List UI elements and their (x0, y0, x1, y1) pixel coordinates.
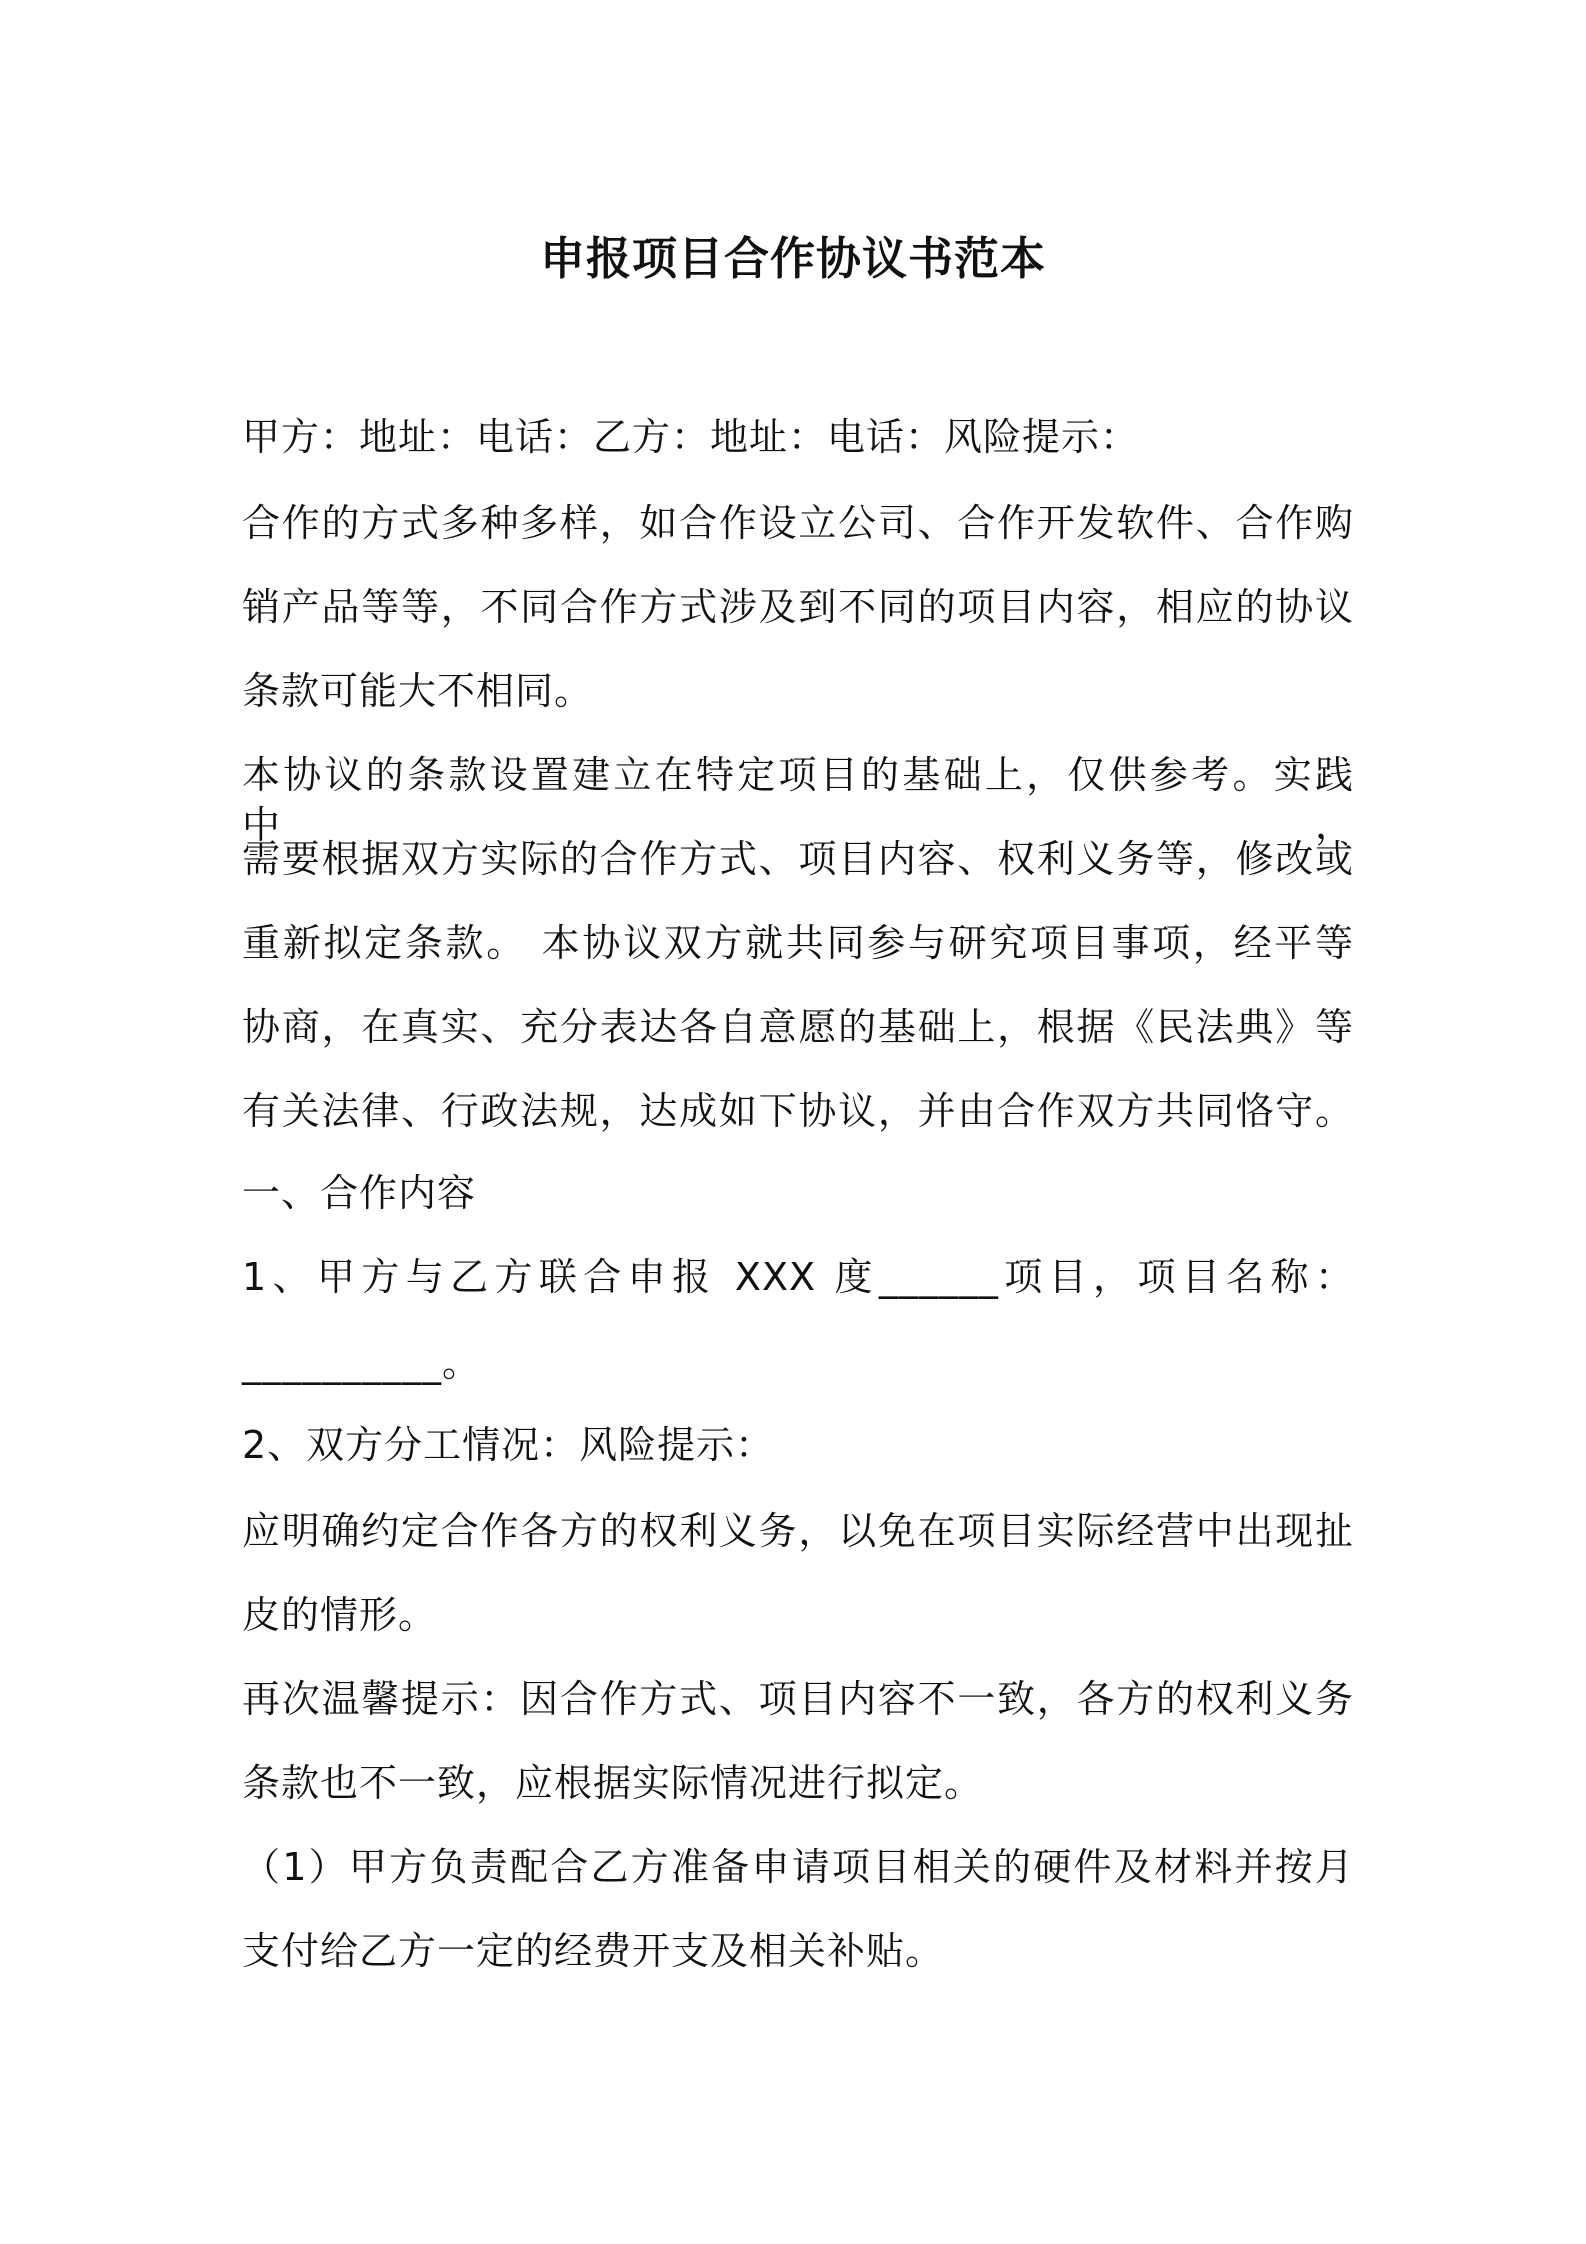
paragraph-line: 皮的情形。 (242, 1593, 438, 1637)
clause-line: 1、甲方与乙方联合申报 XXX 度______项目，项目名称： (242, 1255, 1354, 1299)
clause-line: 支付给乙方一定的经费开支及相关补贴。 (242, 1929, 945, 1973)
paragraph-line: 销产品等等，不同合作方式涉及到不同的项目内容，相应的协议 (242, 585, 1354, 629)
paragraph-line: 协商，在真实、充分表达各自意愿的基础上，根据《民法典》等 (242, 1005, 1354, 1049)
clause-line: （1）甲方负责配合乙方准备申请项目相关的硬件及材料并按月 (242, 1845, 1354, 1889)
paragraph-line: 应明确约定合作各方的权利义务，以免在项目实际经营中出现扯 (242, 1509, 1354, 1553)
paragraph-line: 需要根据双方实际的合作方式、项目内容、权利义务等，修改或 (242, 837, 1354, 881)
paragraph-line: 有关法律、行政法规，达成如下协议，并由合作双方共同恪守。 (242, 1089, 1354, 1133)
clause-line: __________。 (242, 1341, 482, 1385)
paragraph-line: 本协议的条款设置建立在特定项目的基础上，仅供参考。实践中， (242, 753, 1354, 847)
document-title: 申报项目合作协议书范本 (539, 232, 1046, 285)
clause-line: 2、双方分工情况：风险提示： (242, 1423, 775, 1467)
parties-line: 甲方：地址：电话：乙方：地址：电话：风险提示： (242, 415, 1140, 459)
paragraph-line: 条款可能大不相同。 (242, 669, 594, 713)
paragraph-line: 重新拟定条款。 本协议双方就共同参与研究项目事项，经平等 (242, 921, 1354, 965)
paragraph-line: 条款也不一致，应根据实际情况进行拟定。 (242, 1761, 984, 1805)
section-heading: 一、合作内容 (242, 1171, 477, 1215)
paragraph-line: 再次温馨提示：因合作方式、项目内容不一致，各方的权利义务 (242, 1677, 1354, 1721)
paragraph-line: 合作的方式多种多样，如合作设立公司、合作开发软件、合作购 (242, 501, 1354, 545)
